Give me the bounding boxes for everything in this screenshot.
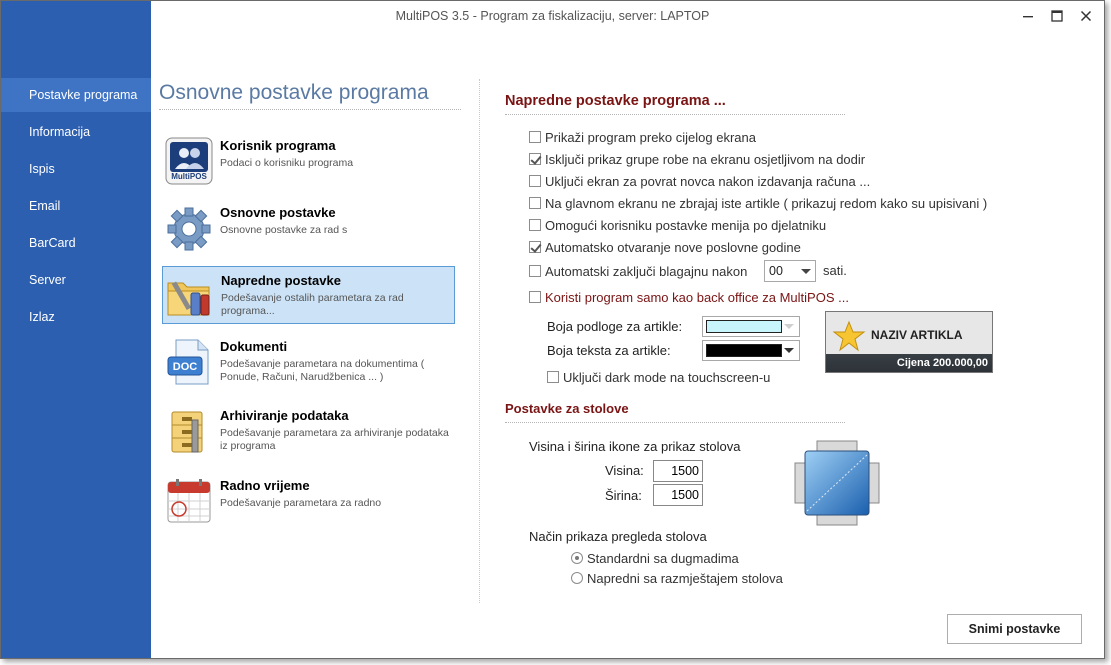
table-height-label: Visina: [605, 463, 644, 478]
user-icon [164, 136, 214, 186]
option-back-office-checkbox[interactable] [529, 288, 849, 306]
auto-close-hours-suffix: sati. [823, 263, 847, 278]
minimize-icon[interactable] [1018, 7, 1038, 27]
checkbox-label: Koristi program samo kao back office za MultiPOS ... [545, 289, 849, 305]
view-standard-radio[interactable] [571, 549, 739, 567]
text-color-label: Boja teksta za artikle: [547, 343, 671, 358]
menu-item-title: Dokumenti [220, 339, 288, 354]
checkbox-box[interactable] [529, 197, 541, 209]
sidebar [1, 1, 151, 658]
bg-color-picker[interactable] [702, 316, 800, 337]
option-fullscreen-checkbox[interactable] [529, 128, 756, 146]
article-preview-price: Cijena 200.000,00 [896, 357, 988, 369]
tools-folder-icon [165, 271, 215, 321]
maximize-icon[interactable] [1047, 7, 1067, 27]
star-icon [832, 320, 866, 354]
table-icon [791, 437, 883, 529]
menu-item-desc: Podaci o korisniku programa [220, 157, 354, 169]
option-no-sum-checkbox[interactable] [529, 194, 987, 212]
panel-divider [479, 79, 480, 603]
user-icon-label: MultiPOS [171, 172, 207, 181]
radio-dot[interactable] [571, 552, 583, 564]
table-width-label: Širina: [605, 488, 642, 503]
dark-mode-checkbox[interactable] [547, 368, 770, 386]
sidebar-item-postavke-programa[interactable]: Postavke programa [1, 78, 151, 112]
sidebar-item-barcard[interactable]: BarCard [29, 236, 76, 250]
tables-settings-heading: Postavke za stolove [505, 401, 845, 423]
sidebar-item-izlaz[interactable]: Izlaz [29, 310, 55, 324]
menu-item-desc: Podešavanje ostalih parametara za rad programa... [221, 292, 404, 317]
checkbox-box[interactable] [529, 241, 541, 253]
menu-item-arhiviranje-podataka[interactable] [162, 402, 455, 460]
option-hide-group-checkbox[interactable] [529, 150, 865, 168]
document-icon [164, 337, 214, 387]
menu-item-korisnik-programa[interactable] [162, 132, 455, 190]
sidebar-item-email[interactable]: Email [29, 199, 61, 213]
table-icon-size-label: Visina i širina ikone za prikaz stolova [529, 439, 741, 454]
checkbox-label: Omogući korisniku postavke menija po djelatniku [545, 217, 827, 233]
checkbox-label: Na glavnom ekranu ne zbrajaj iste artikle ( prikazuj redom kako su upisivani ) [545, 195, 988, 211]
option-menu-per-employee-checkbox[interactable] [529, 216, 826, 234]
checkbox-label: Automatsko otvaranje nove poslovne godine [545, 239, 801, 255]
chevron-down-icon [784, 324, 794, 329]
bg-color-swatch [706, 320, 782, 333]
checkbox-label: Isključi prikaz grupe robe na ekranu osjetljivom na dodir [545, 151, 866, 167]
menu-item-radno-vrijeme[interactable] [162, 472, 455, 530]
checkbox-box[interactable] [529, 291, 541, 303]
menu-item-title: Korisnik programa [220, 138, 336, 153]
checkbox-box[interactable] [529, 265, 541, 277]
chevron-down-icon [801, 269, 811, 274]
option-change-screen-checkbox[interactable] [529, 172, 870, 190]
view-advanced-radio[interactable] [571, 569, 783, 587]
sidebar-item-ispis[interactable]: Ispis [29, 162, 55, 176]
menu-item-desc: Podešavanje parametara za radno [220, 497, 382, 509]
menu-item-title: Napredne postavke [221, 273, 341, 288]
bg-color-label: Boja podloge za artikle: [547, 319, 683, 334]
auto-close-hours-value: 00 [769, 264, 783, 278]
article-preview [825, 311, 993, 373]
sidebar-item-server[interactable]: Server [29, 273, 66, 287]
table-width-input[interactable] [653, 484, 703, 506]
option-auto-close-checkbox[interactable] [529, 262, 747, 280]
calendar-icon [164, 476, 214, 526]
menu-item-desc: Podešavanje parametara na dokumentima ( Ponude, Računi, Narudžbenica ... ) [220, 358, 425, 383]
article-preview-name: NAZIV ARTIKLA [871, 328, 963, 342]
close-icon[interactable] [1076, 7, 1096, 27]
checkbox-box[interactable] [529, 219, 541, 231]
left-panel-heading: Osnovne postavke programa [159, 81, 461, 110]
chevron-down-icon [784, 348, 794, 353]
sidebar-item-informacija[interactable]: Informacija [29, 125, 91, 139]
checkbox-label: Automatski zaključi blagajnu nakon [545, 263, 748, 279]
auto-close-hours-select[interactable] [764, 260, 816, 282]
menu-item-osnovne-postavke[interactable] [162, 199, 455, 257]
text-color-swatch [706, 344, 782, 357]
radio-label: Standardni sa dugmadima [587, 550, 739, 566]
advanced-settings-heading: Napredne postavke programa ... [505, 93, 845, 115]
menu-item-desc: Osnovne postavke za rad s [220, 224, 348, 236]
radio-dot[interactable] [571, 572, 583, 584]
radio-label: Napredni sa razmještajem stolova [587, 570, 783, 586]
checkbox-box[interactable] [529, 131, 541, 143]
save-settings-button[interactable]: Snimi postavke [947, 614, 1082, 644]
table-height-input[interactable] [653, 460, 703, 482]
text-color-picker[interactable] [702, 340, 800, 361]
checkbox-label: Prikaži program preko cijelog ekrana [545, 129, 756, 145]
checkbox-box[interactable] [529, 175, 541, 187]
gear-icon [164, 203, 214, 253]
archive-icon [164, 406, 214, 456]
menu-item-title: Osnovne postavke [220, 205, 336, 220]
menu-item-title: Arhiviranje podataka [220, 408, 349, 423]
menu-item-napredne-postavke[interactable] [162, 266, 455, 324]
checkbox-box[interactable] [529, 153, 541, 165]
checkbox-label: Uključi ekran za povrat novca nakon izdavanja računa ... [545, 173, 871, 189]
checkbox-box[interactable] [547, 371, 559, 383]
menu-item-desc: Podešavanje parametara za arhiviranje podataka iz programa [220, 427, 449, 452]
menu-item-title: Radno vrijeme [220, 478, 310, 493]
titlebar [151, 1, 1104, 31]
menu-item-dokumenti[interactable] [162, 333, 455, 391]
checkbox-label: Uključi dark mode na touchscreen-u [563, 369, 771, 385]
window-title: MultiPOS 3.5 - Program za fiskalizaciju, server: LAPTOP [395, 9, 710, 23]
option-new-year-checkbox[interactable] [529, 238, 801, 256]
document-icon-label: DOC [172, 361, 198, 373]
table-view-label: Način prikaza pregleda stolova [529, 529, 707, 544]
